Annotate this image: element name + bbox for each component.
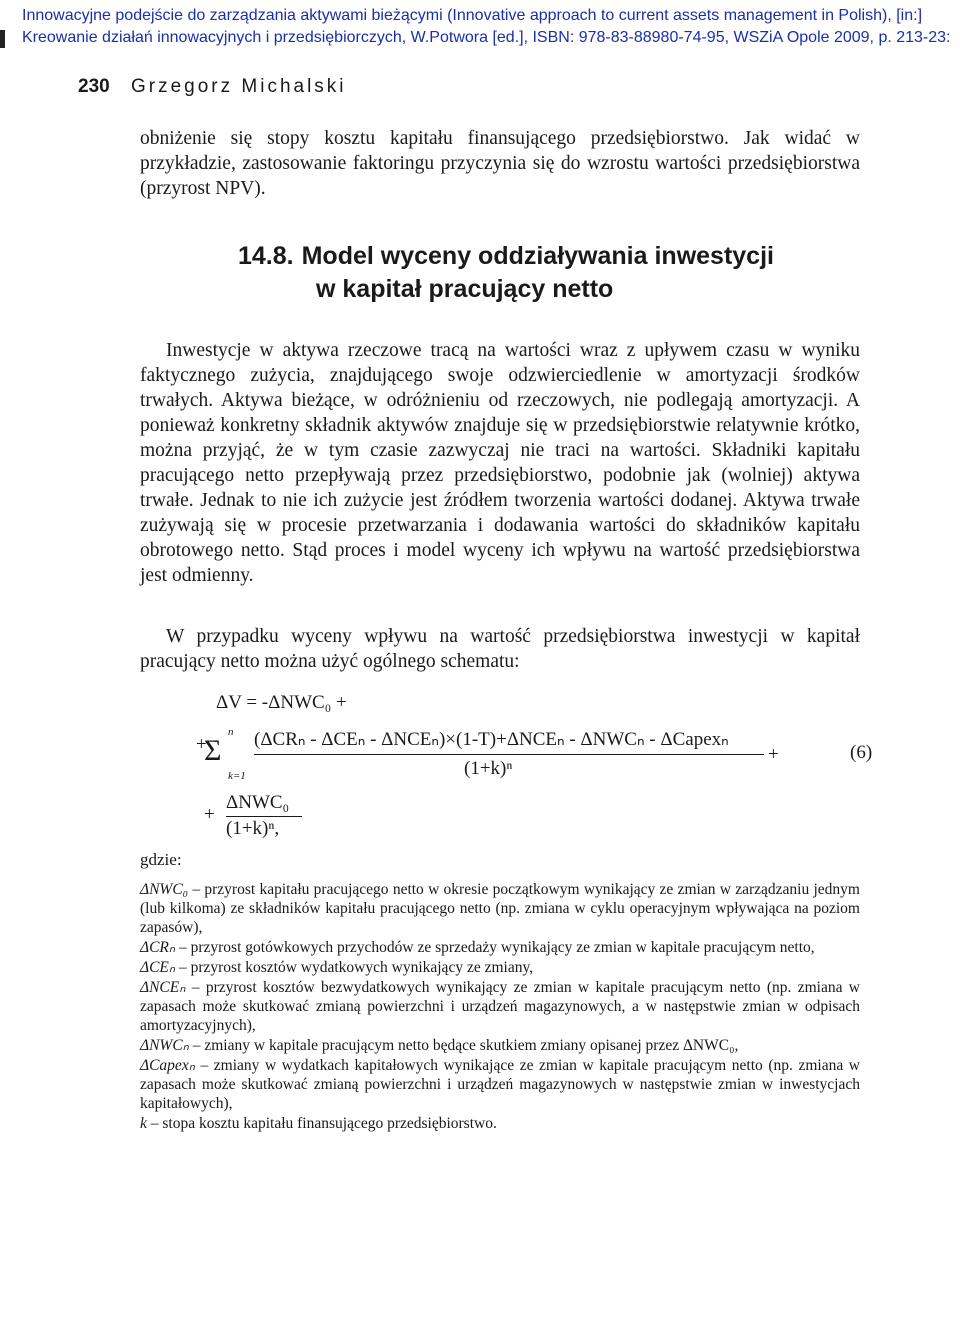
where-label: gdzie: — [140, 850, 182, 869]
definition-symbol: ΔNWC₀ — [140, 881, 189, 898]
margin-bar — [0, 30, 5, 48]
running-head — [78, 76, 347, 98]
section-title-line-2: w kapitał pracujący netto — [316, 275, 614, 303]
formula-6 — [196, 690, 876, 840]
page-number: 230 — [78, 76, 110, 97]
formula-plus-sign-2: + — [204, 804, 215, 825]
definition-text: – przyrost kosztów wydatkowych wynikający ze zmiany, — [175, 959, 534, 976]
definition-text: – przyrost kosztów bezwydatkowych wynikający ze zmian w kapitale pracującym netto (np. zmiana w zapasach może skutkować zmianą powierzchni i urządzeń magazynowych, a w następstwie zmian w odpisach amortyzacyjnych), — [140, 979, 860, 1034]
sum-symbol: Σ — [204, 734, 222, 767]
paragraph-text: obniżenie się stopy kosztu kapitału finansującego przedsiębiorstwo. Jak widać w przykładzie, zastosowanie faktoringu przyczynia się do wzrostu wartości przedsiębiorstwa (przyrost NPV). — [140, 128, 860, 199]
definition-text: – stopa kosztu kapitału finansującego przedsiębiorstwo. — [146, 1115, 497, 1132]
definition-text: – przyrost gotówkowych przychodów ze sprzedaży wynikający ze zmian w kapitale pracującym netto, — [175, 939, 815, 956]
definition-item — [140, 1036, 860, 1055]
paragraph-text: W przypadku wyceny wpływu na wartość przedsiębiorstwa inwestycji w kapitał pracujący netto można użyć ogólnego schematu: — [140, 626, 860, 672]
definition-text: – zmiany w kapitale pracującym netto będące skutkiem zmiany opisanej przez ΔNWC₀, — [188, 1037, 739, 1054]
citation-line-2: Kreowanie działań innowacyjnych i przedsiębiorczych, W.Potwora [ed.], ISBN: 978-83-88980-74-95, WSZiA Opole 2009, p. 213-23: — [22, 29, 951, 46]
definition-symbol: ΔNWCₙ — [140, 1037, 189, 1054]
section-number: 14.8. — [238, 242, 294, 270]
formula-last-denominator — [226, 818, 279, 840]
sum-lower-limit: k=1 — [228, 770, 246, 782]
definition-text: – zmiany w wydatkach kapitałowych wynikające ze zmian w kapitale pracującym netto (np. zmiana w zapasach może skutkować zmianą powierzchni i urządzeń magazynowych w następstwie zmian w inwestycjach kapitałowych), — [140, 1057, 860, 1112]
citation-line-1: Innowacyjne podejście do zarządzania aktywami bieżącymi (Innovative approach to current assets management in Polish), [in:] — [22, 7, 923, 24]
definitions-list — [140, 880, 860, 1134]
definition-item — [140, 1056, 860, 1113]
section-heading — [238, 240, 774, 306]
definition-symbol: ΔCRₙ — [140, 939, 176, 956]
definition-symbol: k — [140, 1115, 147, 1132]
paragraph-body — [140, 338, 860, 588]
definition-item — [140, 978, 860, 1035]
formula-numerator: (ΔCRₙ - ΔCEₙ - ΔNCEₙ)×(1-T)+ΔNCEₙ - ΔNWCₙ - ΔCapexₙ — [254, 729, 729, 750]
sum-upper-limit: n — [228, 726, 234, 738]
definition-item — [140, 958, 860, 977]
formula-denominator: (1+k)ⁿ — [464, 758, 513, 779]
definition-symbol: ΔCEₙ — [140, 959, 176, 976]
citation-header — [0, 0, 960, 60]
equation-number: (6) — [850, 742, 873, 763]
definition-item — [140, 880, 860, 937]
section-title-line-1: Model wyceny oddziaływania inwestycji — [301, 242, 774, 270]
formula-plus-sign: + — [196, 734, 207, 755]
paragraph-formula-intro — [140, 624, 860, 674]
definition-item — [140, 938, 860, 957]
denominator-text: (1+k)ⁿ — [226, 818, 275, 839]
definition-text: – przyrost kapitału pracującego netto w okresie początkowym wynikający ze zmian w zarządzaniu jednym (lub kilkoma) ze składników kapitału pracującego netto (np. zmiana w cyklu operacyjnym wpływająca na poziom zapasów), — [140, 881, 860, 936]
fraction-bar-2 — [226, 816, 302, 817]
paragraph-text: Inwestycje w aktywa rzeczowe tracą na wartości wraz z upływem czasu w wyniku faktycznego zużycia, znajdującego swoje odzwierciedlenie w amortyzacji środków trwałych. Aktywa bieżące, w odróżnieniu od rzeczowych, nie podlegają amortyzacji. A ponieważ konkretny składnik aktywów znajduje się w przedsiębiorstwie relatywnie krótko, można przyjąć, że w tym czasie zazwyczaj nie traci na wartości. Składniki kapitału pracującego netto przepływają przez przedsiębiorstwo, podobnie jak (wolniej) aktywa trwałe. Jednak to nie ich zużycie jest źródłem tworzenia wartości dodanej. Aktywa trwałe zużywają się w procesie przetwarzania i dodawania wartości do składników kapitału obrotowego netto. Stąd proces i model wyceny ich wpływu na wartość przedsiębiorstwa jest odmienny. — [140, 340, 860, 586]
formula-last-numerator: ΔNWC₀ — [226, 792, 290, 813]
comma: , — [274, 818, 280, 839]
formula-trailing-plus: + — [768, 744, 779, 765]
paragraph-intro — [140, 126, 860, 201]
fraction-bar — [254, 754, 764, 755]
definition-symbol: ΔCapexₙ — [140, 1057, 195, 1074]
definition-symbol: ΔNCEₙ — [140, 979, 186, 996]
formula-first-line: ΔV = -ΔNWC₀ + — [216, 692, 347, 713]
definition-item — [140, 1114, 860, 1133]
author-name: Grzegorz Michalski — [130, 76, 347, 97]
